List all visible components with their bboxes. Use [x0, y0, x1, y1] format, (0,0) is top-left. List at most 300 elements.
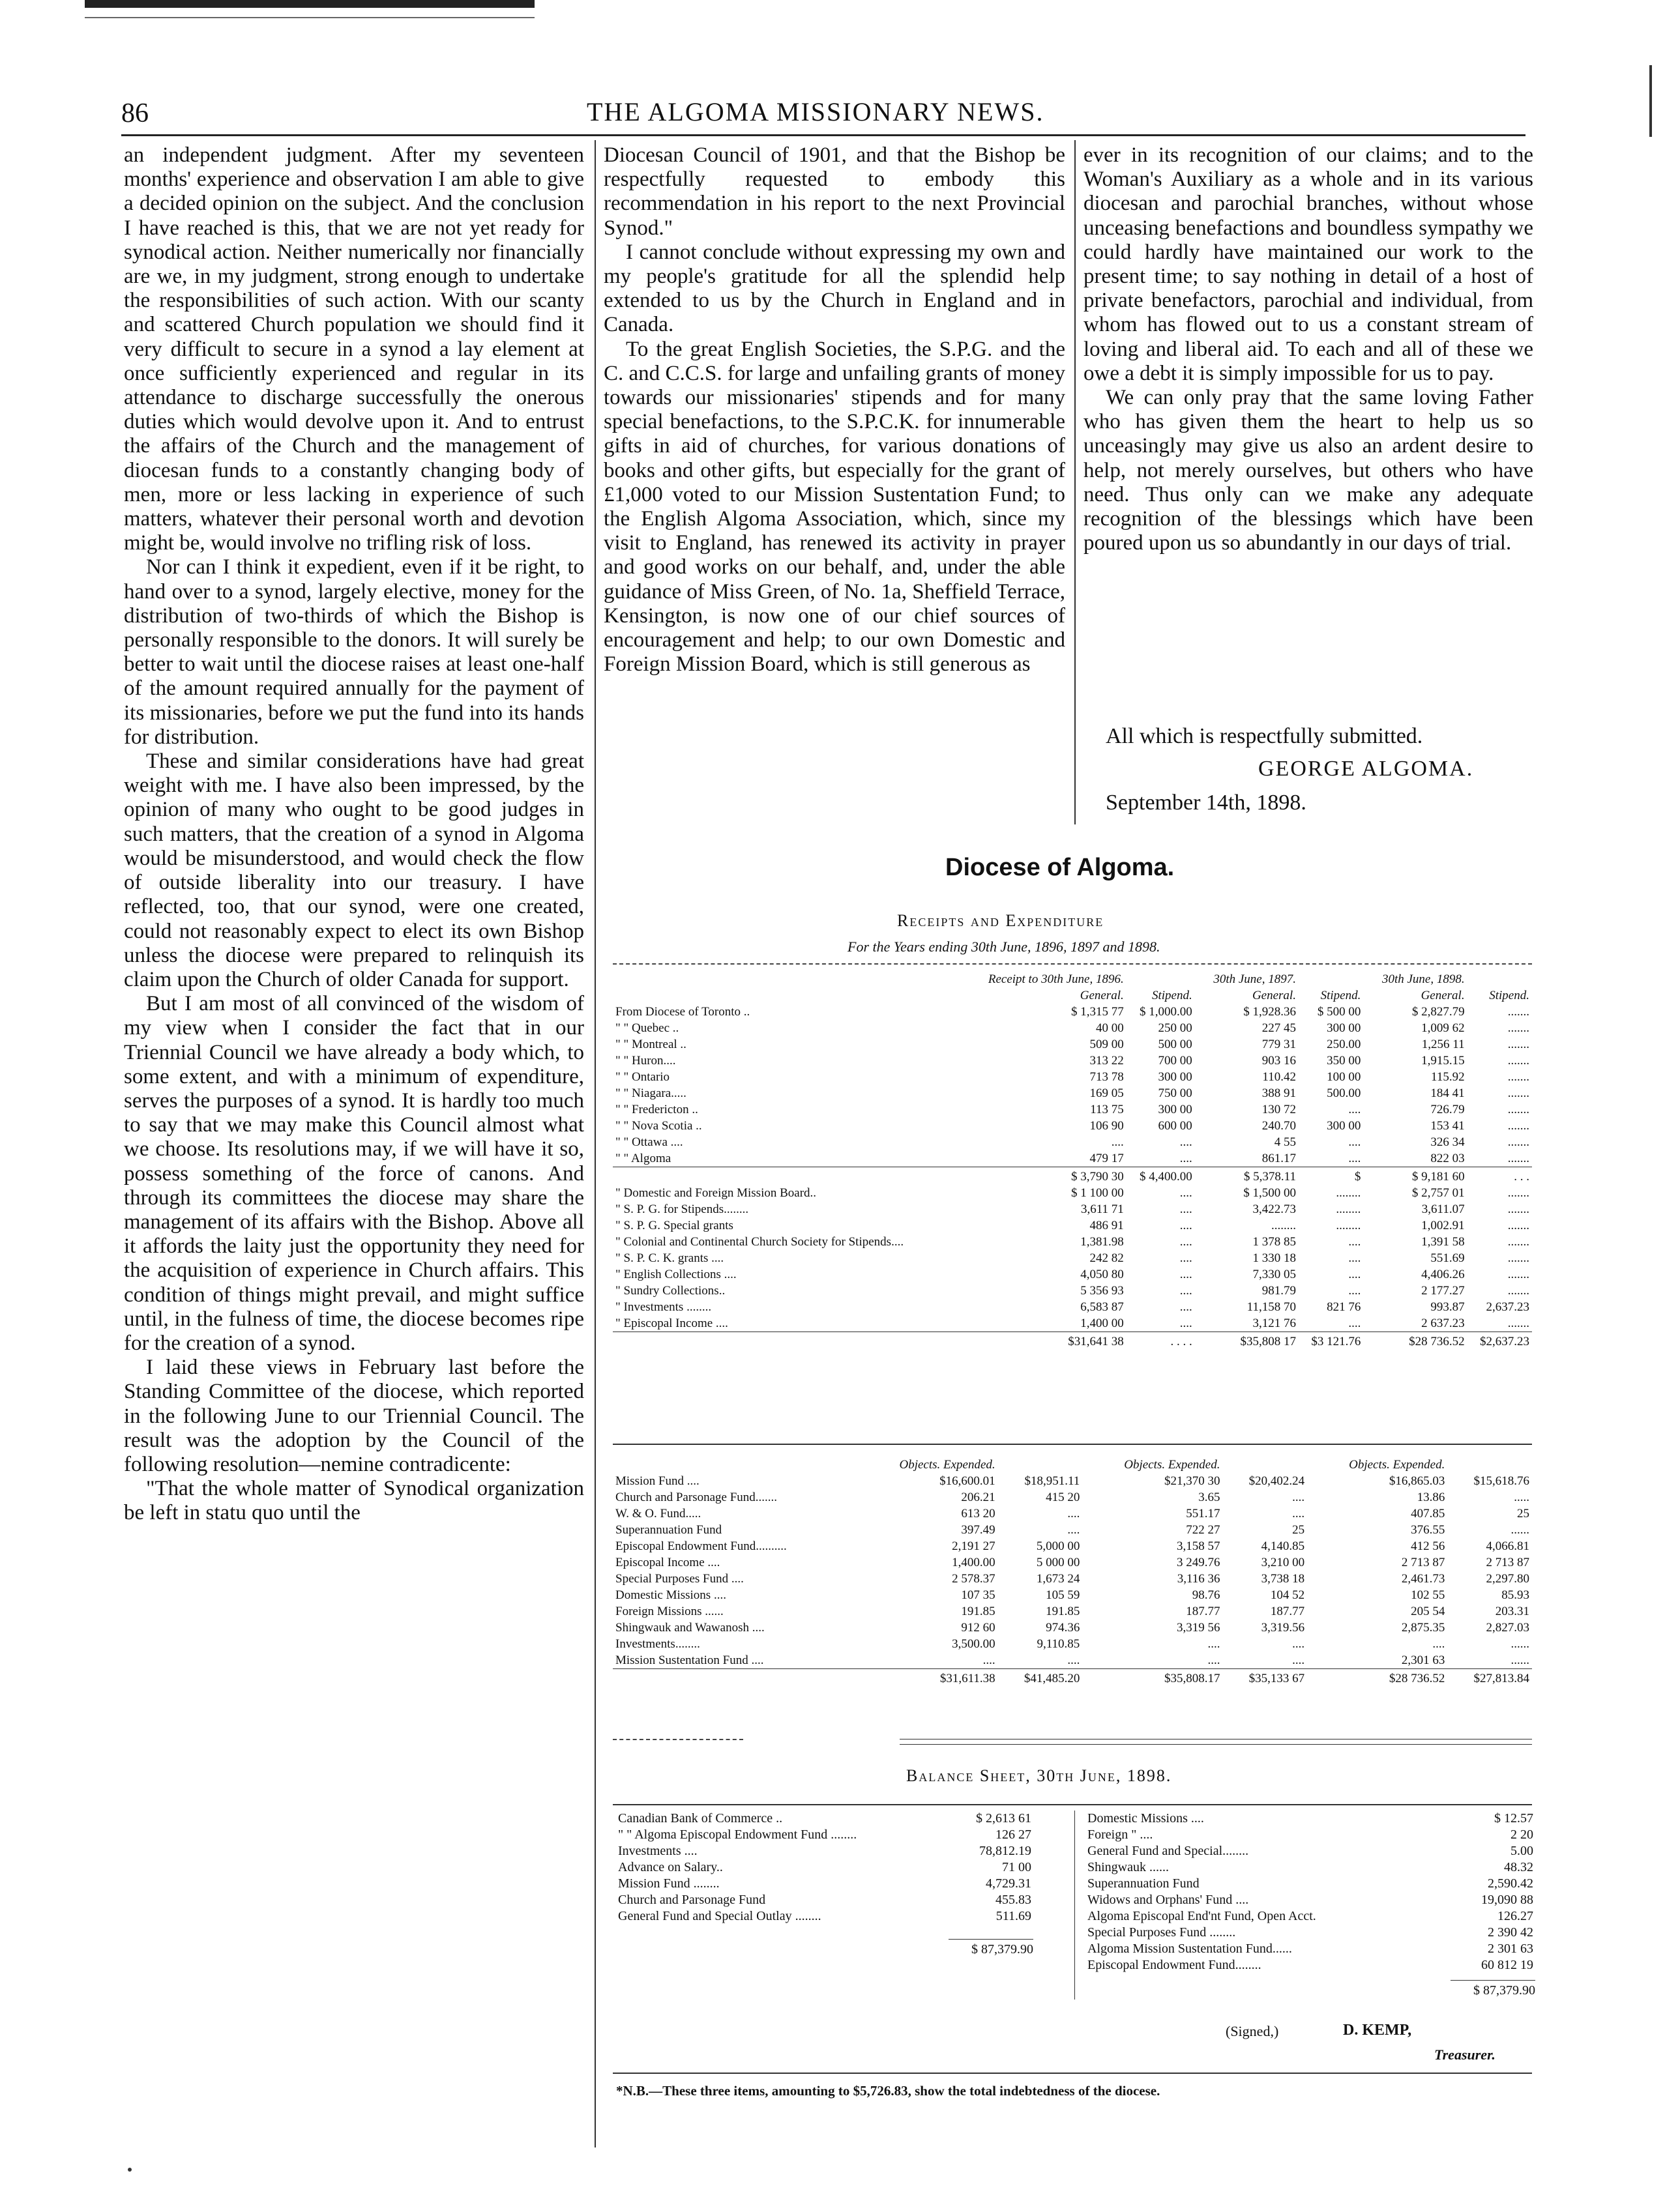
- receipts-subheader-row: [613, 987, 1532, 1004]
- table-cell: .......: [1507, 1317, 1529, 1330]
- header-rule: [121, 134, 1525, 136]
- paragraph: Nor can I think it expedient, even if it be right, to hand over to a synod, largely elective, money for the distribution of two-thirds of which the Bishop is personally responsible to the donors. It will surely be better to wait until the diocese raises at least one-half of the amount required annually for the payment of its missionaries, before we put the fund into its hands for distribution.: [124, 555, 584, 749]
- row-label: Domestic Missions ....: [1087, 1811, 1204, 1826]
- column-header: [998, 1457, 1083, 1473]
- margin-mark: [1649, 65, 1652, 137]
- row-label: Algoma Mission Sustentation Fund......: [1087, 1942, 1292, 1956]
- table-cell: 486 91: [1089, 1219, 1124, 1232]
- table-cell: .......: [1507, 1070, 1529, 1084]
- table-cell: $35,808.17: [1082, 1669, 1222, 1687]
- table-cell: ........: [1336, 1202, 1361, 1216]
- paragraph: I laid these views in February last before the Standing Committee of the diocese, which reported in the following June to our Triennial Council. The result was the adoption by the Council of the following resolution—nemine contradicente:: [124, 1356, 584, 1476]
- table-cell: 4,729.31: [986, 1876, 1031, 1891]
- table-cell: 821 76: [1327, 1300, 1361, 1314]
- row-label: " " Ottawa ....: [615, 1135, 683, 1149]
- table-cell: 2,590.42: [1488, 1876, 1533, 1891]
- table-cell: ........: [1336, 1186, 1361, 1200]
- table-row: [1085, 1859, 1535, 1876]
- row-label: Investments ....: [618, 1844, 698, 1858]
- row-label: " S. P. C. K. grants ....: [615, 1251, 724, 1265]
- table-cell: 2 713 87: [1401, 1556, 1445, 1569]
- table-row: [613, 1473, 1532, 1489]
- table-cell: ........: [1336, 1219, 1361, 1232]
- table-row: [613, 1250, 1532, 1266]
- table-cell: 105 59: [1046, 1588, 1080, 1602]
- table-row: [613, 1234, 1532, 1250]
- column-header: [613, 971, 960, 987]
- table-cell: $ 500 00: [1317, 1005, 1361, 1019]
- running-title: THE ALGOMA MISSIONARY NEWS.: [587, 97, 1044, 126]
- table-cell: 4,140.85: [1261, 1539, 1305, 1553]
- table-cell: .......: [1507, 1086, 1529, 1100]
- table-cell: 187.77: [1270, 1605, 1305, 1618]
- table-cell: 169 05: [1089, 1086, 1124, 1100]
- table-cell: 912 60: [961, 1621, 995, 1635]
- table-cell: $16,865.03: [1389, 1474, 1445, 1488]
- table-cell: 5,000 00: [1036, 1539, 1080, 1553]
- row-label: Investments........: [615, 1637, 700, 1651]
- column-divider-right: [1074, 140, 1076, 824]
- table-cell: ....: [1348, 1251, 1361, 1265]
- table-cell: .......: [1507, 1152, 1529, 1165]
- table-cell: $ 2,827.79: [1411, 1005, 1465, 1019]
- table-cell: 113 75: [1090, 1103, 1124, 1116]
- row-label: [613, 1167, 960, 1186]
- table-cell: 500.00: [1327, 1086, 1361, 1100]
- table-cell: ....: [1292, 1637, 1305, 1651]
- expenditure-table: [613, 1457, 1532, 1687]
- column-header: [1299, 971, 1363, 987]
- row-label: Shingwauk and Wawanosh ....: [615, 1621, 765, 1635]
- table-cell: 2,461.73: [1401, 1572, 1445, 1586]
- table-cell: 153 41: [1430, 1119, 1465, 1133]
- table-cell: 242 82: [1089, 1251, 1124, 1265]
- table-cell: 126 27: [995, 1827, 1031, 1842]
- table-cell: 300 00: [1327, 1021, 1361, 1035]
- table-cell: 5 356 93: [1080, 1284, 1124, 1298]
- table-cell: 4,066.81: [1486, 1539, 1529, 1553]
- footnote: *N.B.—These three items, amounting to $5,726.83, show the total indebtedness of the diocese.: [616, 2083, 1160, 2099]
- table-cell: 326 34: [1430, 1135, 1465, 1149]
- balance-divider: [1074, 1811, 1075, 2000]
- table-row: [613, 1538, 1532, 1554]
- table-cell: 1 378 85: [1252, 1235, 1296, 1249]
- table-cell: 1,381.98: [1080, 1235, 1124, 1249]
- row-label: Mission Fund ....: [615, 1474, 700, 1488]
- row-label: Foreign Missions ......: [615, 1605, 724, 1618]
- column-header: General.: [1252, 989, 1296, 1002]
- table-cell: $ 1,315 77: [1070, 1005, 1124, 1019]
- table-cell: 551.69: [1430, 1251, 1465, 1265]
- table-cell: $28 736.52: [1307, 1669, 1447, 1687]
- table-cell: $ 2,757 01: [1411, 1186, 1465, 1200]
- row-label: Algoma Episcopal End'nt Fund, Open Acct.: [1087, 1909, 1316, 1923]
- row-label: Special Purposes Fund ....: [615, 1572, 744, 1586]
- table-cell: 203.31: [1495, 1605, 1529, 1618]
- column-header: [1467, 971, 1532, 987]
- table-cell: 19,090 88: [1481, 1893, 1533, 1907]
- table-row: [1085, 1957, 1535, 1973]
- column-header: 30th June, 1898.: [1381, 972, 1465, 986]
- row-label: Advance on Salary..: [618, 1860, 723, 1874]
- table-row: [613, 1299, 1532, 1315]
- table-cell: ....: [982, 1653, 995, 1667]
- table-cell: 126.27: [1497, 1909, 1533, 1923]
- table-row: [613, 1134, 1532, 1150]
- table-cell: $15,618.76: [1473, 1474, 1529, 1488]
- row-label: Domestic Missions ....: [615, 1588, 726, 1602]
- table-cell: 1,256 11: [1421, 1038, 1465, 1051]
- table-cell: 3,210 00: [1261, 1556, 1305, 1569]
- table-cell: 350 00: [1327, 1054, 1361, 1068]
- table-cell: $ 1,928.36: [1243, 1005, 1296, 1019]
- table-cell: $18,951.11: [1024, 1474, 1080, 1488]
- table-row: [1085, 1908, 1535, 1925]
- row-label: " S. P. G. Special grants: [615, 1219, 733, 1232]
- table-cell: 40 00: [1095, 1021, 1124, 1035]
- table-cell: $2,637.23: [1467, 1332, 1532, 1350]
- row-label: " Domestic and Foreign Mission Board..: [615, 1186, 817, 1200]
- row-label: " " Montreal ..: [615, 1038, 686, 1051]
- column-header: 30th June, 1897.: [1213, 972, 1296, 986]
- table-cell: .......: [1507, 1135, 1529, 1149]
- table-cell: ....: [1179, 1284, 1192, 1298]
- table-cell: 102 55: [1411, 1588, 1445, 1602]
- table-cell: ......: [1510, 1523, 1529, 1537]
- table-cell: 511.69: [995, 1909, 1031, 1923]
- table-cell: 110.42: [1262, 1070, 1296, 1084]
- table-cell: 240.70: [1261, 1119, 1296, 1133]
- paragraph: "That the whole matter of Synodical organization be left in statu quo until the: [124, 1477, 584, 1525]
- table-cell: 3,422.73: [1252, 1202, 1296, 1216]
- table-row: [616, 1876, 1033, 1892]
- table-cell: 479 17: [1089, 1152, 1124, 1165]
- row-label: [613, 1669, 857, 1687]
- table-cell: 25: [1517, 1507, 1529, 1521]
- section-rule: [613, 1444, 1532, 1445]
- row-label: " Sundry Collections..: [615, 1284, 726, 1298]
- table-cell: ....: [1348, 1152, 1361, 1165]
- table-cell: 500 00: [1158, 1038, 1192, 1051]
- expenditure-section: [613, 1457, 1532, 1687]
- table-cell: ....: [1292, 1507, 1305, 1521]
- table-cell: 455.83: [995, 1893, 1031, 1907]
- table-cell: 722 27: [1186, 1523, 1220, 1537]
- row-label: " Colonial and Continental Church Society for Stipends....: [615, 1235, 904, 1249]
- table-cell: $21,370 30: [1164, 1474, 1220, 1488]
- table-cell: 2 301 63: [1488, 1942, 1533, 1956]
- table-cell: 3.65: [1198, 1491, 1220, 1504]
- row-label: Episcopal Endowment Fund..........: [615, 1539, 787, 1553]
- balance-sheet-title: Balance Sheet, 30th June, 1898.: [906, 1766, 1172, 1785]
- table-cell: 1,002.91: [1421, 1219, 1465, 1232]
- table-cell: $31,611.38: [857, 1669, 997, 1687]
- column-2: [604, 143, 1065, 677]
- table-row: [1085, 1941, 1535, 1957]
- row-label: Foreign " ....: [1087, 1827, 1153, 1842]
- report-subtitle: Receipts and Expenditure: [897, 911, 1104, 930]
- table-cell: .......: [1507, 1005, 1529, 1019]
- column-header: Objects. Expended.: [899, 1458, 995, 1472]
- table-cell: 48.32: [1504, 1860, 1533, 1874]
- table-cell: 2 390 42: [1488, 1925, 1533, 1940]
- table-cell: 713 78: [1089, 1070, 1124, 1084]
- table-cell: 509 00: [1089, 1038, 1124, 1051]
- table-cell: ....: [1207, 1653, 1220, 1667]
- table-row: [613, 1522, 1532, 1538]
- total-row: [613, 1332, 1532, 1350]
- receipts-section: [613, 971, 1532, 1350]
- paragraph: Diocesan Council of 1901, and that the Bishop be respectfully requested to embody this recommendation in his report to the next Provincial Synod.": [604, 143, 1065, 240]
- table-row: [1085, 1876, 1535, 1892]
- row-label: " Investments ........: [615, 1300, 712, 1314]
- table-cell: 613 20: [961, 1507, 995, 1521]
- table-cell: 300 00: [1158, 1070, 1192, 1084]
- table-row: [613, 1004, 1532, 1020]
- table-row: [613, 1069, 1532, 1085]
- table-cell: 3,611.07: [1421, 1202, 1465, 1216]
- table-cell: 313 22: [1089, 1054, 1124, 1068]
- table-cell: ....: [1179, 1300, 1192, 1314]
- table-cell: 1,009 62: [1421, 1021, 1465, 1035]
- table-cell: 98.76: [1192, 1588, 1220, 1602]
- table-cell: .......: [1507, 1268, 1529, 1281]
- table-cell: 2,827.03: [1486, 1621, 1529, 1635]
- table-cell: 205 54: [1411, 1605, 1445, 1618]
- table-cell: $3 121.76: [1299, 1332, 1363, 1350]
- table-row: [1085, 1892, 1535, 1908]
- table-row: [613, 1587, 1532, 1603]
- row-label: " " Algoma: [615, 1152, 671, 1165]
- table-cell: $ 9,181 60: [1363, 1167, 1467, 1186]
- table-row: [1085, 1811, 1535, 1827]
- table-cell: 407.85: [1411, 1507, 1445, 1521]
- table-cell: ......: [1510, 1653, 1529, 1667]
- table-cell: 3,500.00: [952, 1637, 995, 1651]
- table-cell: 1,391 58: [1421, 1235, 1465, 1249]
- table-row: [613, 1217, 1532, 1234]
- table-cell: 1 330 18: [1252, 1251, 1296, 1265]
- table-cell: ....: [1179, 1268, 1192, 1281]
- table-cell: 85.93: [1501, 1588, 1529, 1602]
- table-cell: $35,808 17: [1195, 1332, 1299, 1350]
- column-1: [124, 143, 584, 1526]
- table-cell: .......: [1507, 1251, 1529, 1265]
- table-cell: 415 20: [1046, 1491, 1080, 1504]
- table-cell: $ 1 100 00: [1070, 1186, 1124, 1200]
- table-cell: 11,158 70: [1246, 1300, 1296, 1314]
- table-cell: . . .: [1467, 1167, 1532, 1186]
- signed-title: Treasurer.: [1434, 2046, 1496, 2063]
- table-row: [613, 1053, 1532, 1069]
- date-line: September 14th, 1898.: [1106, 791, 1306, 815]
- row-label: Superannuation Fund: [1087, 1876, 1200, 1891]
- table-cell: 1,673 24: [1036, 1572, 1080, 1586]
- table-row: [613, 1020, 1532, 1036]
- table-row: [613, 1118, 1532, 1134]
- column-header: Stipend.: [1489, 989, 1529, 1002]
- table-cell: .......: [1507, 1119, 1529, 1133]
- table-cell: 700 00: [1158, 1054, 1192, 1068]
- row-label: " " Quebec ..: [615, 1021, 679, 1035]
- table-cell: 974.36: [1046, 1621, 1080, 1635]
- dashed-rule: [613, 1739, 743, 1740]
- table-row: [613, 1620, 1532, 1636]
- table-row: [1085, 1843, 1535, 1859]
- row-label: " " Niagara.....: [615, 1086, 686, 1100]
- table-row: [613, 1101, 1532, 1118]
- row-label: Church and Parsonage Fund: [618, 1893, 766, 1907]
- row-label: [613, 1332, 960, 1350]
- table-row: [613, 1150, 1532, 1167]
- paragraph: These and similar considerations have had great weight with me. I have also been impressed, by the opinion of many who ought to be good judges in such matters, that the creation of a synod in Algoma would be misunderstood, and would check the flow of outside liberality into our treasury. I have reflected, too, that our synod, were one created, could not reasonably expect to elect its own Bishop unless the diocese were prepared to relinquish its claim upon the Church of older Canada for support.: [124, 749, 584, 991]
- table-cell: 106 90: [1089, 1119, 1124, 1133]
- receipts-table: [613, 971, 1532, 1350]
- table-cell: 13.86: [1417, 1491, 1445, 1504]
- paragraph: an independent judgment. After my seventeen months' experience and observation I am able to give a decided opinion on the subject. And the conclusion I have reached is this, that we are not yet ready for synodical action. Neither numerically nor financially are we, in my judgment, strong enough to undertake the responsibilities of such action. With our scanty and scattered Church population we should find it very difficult to secure in a synod a lay element at once sufficiently experienced and regular in its attendance to discharge successfully the onerous duties which would devolve upon it. And to entrust the affairs of the Church and the management of diocesan funds to a constantly changing body of men, more or less lacking in experience of such matters, whatever their personal worth and devotion might be, would involve no trifling risk of loss.: [124, 143, 584, 555]
- table-row: [616, 1859, 1033, 1876]
- footer-rule: [613, 2073, 1532, 2074]
- table-cell: 191.85: [1046, 1605, 1080, 1618]
- table-cell: ....: [1179, 1186, 1192, 1200]
- table-cell: 191.85: [961, 1605, 995, 1618]
- column-divider-left: [595, 140, 596, 2147]
- balance-left: [616, 1811, 1033, 1958]
- table-cell: 981.79: [1261, 1284, 1296, 1298]
- table-cell: 5.00: [1510, 1844, 1533, 1858]
- table-cell: 2 20: [1510, 1827, 1533, 1842]
- table-cell: 397.49: [961, 1523, 995, 1537]
- top-border-bar: [85, 0, 535, 8]
- column-header: Receipt to 30th June, 1896.: [988, 972, 1124, 986]
- table-row: [1085, 1827, 1535, 1843]
- table-cell: $ 1,000.00: [1139, 1005, 1192, 1019]
- table-cell: $ 12.57: [1494, 1811, 1533, 1826]
- column-header: Stipend.: [1151, 989, 1192, 1002]
- table-cell: 206.21: [961, 1491, 995, 1504]
- table-cell: 4,406.26: [1421, 1268, 1465, 1281]
- paragraph: We can only pray that the same loving Father who has given them the heart to help us so unceasingly may give us also an ardent desire to help, not merely ourselves, but others who have need. Thus only can we make any adequate recognition of the blessings which have been poured upon us so abundantly in our days of trial.: [1083, 386, 1533, 555]
- subtotal-row: [613, 1167, 1532, 1186]
- row-label: Episcopal Income ....: [615, 1556, 720, 1569]
- table-cell: $28 736.52: [1363, 1332, 1467, 1350]
- table-cell: ....: [1179, 1251, 1192, 1265]
- row-label: " " Huron....: [615, 1054, 676, 1068]
- table-row: [616, 1811, 1033, 1827]
- table-cell: $41,485.20: [998, 1669, 1083, 1687]
- table-cell: 25: [1292, 1523, 1305, 1537]
- table-row: [613, 1036, 1532, 1053]
- table-cell: 903 16: [1261, 1054, 1296, 1068]
- table-cell: 187.77: [1186, 1605, 1220, 1618]
- table-cell: 227 45: [1261, 1021, 1296, 1035]
- column-header: [1127, 971, 1195, 987]
- table-cell: 6,583 87: [1080, 1300, 1124, 1314]
- column-header: Objects. Expended.: [1349, 1458, 1445, 1472]
- table-cell: 250 00: [1158, 1021, 1192, 1035]
- table-cell: 376.55: [1411, 1523, 1445, 1537]
- table-cell: ....: [1179, 1219, 1192, 1232]
- table-cell: ....: [1067, 1507, 1080, 1521]
- table-cell: . . . .: [1127, 1332, 1195, 1350]
- table-cell: 993.87: [1430, 1300, 1465, 1314]
- table-cell: 3,319 56: [1177, 1621, 1220, 1635]
- table-cell: 3 249.76: [1177, 1556, 1220, 1569]
- table-cell: 600 00: [1158, 1119, 1192, 1133]
- row-label: Widows and Orphans' Fund ....: [1087, 1893, 1249, 1907]
- report-title: Diocese of Algoma.: [945, 854, 1175, 881]
- table-cell: ....: [1111, 1135, 1124, 1149]
- table-cell: 2 713 87: [1486, 1556, 1529, 1569]
- table-cell: ....: [1179, 1135, 1192, 1149]
- table-cell: 779 31: [1261, 1038, 1296, 1051]
- table-cell: ....: [1432, 1637, 1445, 1651]
- table-cell: 2,875.35: [1401, 1621, 1445, 1635]
- expenditure-header-row: [613, 1457, 1532, 1473]
- table-cell: 5 000 00: [1036, 1556, 1080, 1569]
- table-cell: ......: [1510, 1637, 1529, 1651]
- table-cell: .......: [1507, 1186, 1529, 1200]
- section-rule: [613, 1804, 1532, 1805]
- table-cell: 822 03: [1430, 1152, 1465, 1165]
- table-cell: .......: [1507, 1202, 1529, 1216]
- table-cell: 100 00: [1327, 1070, 1361, 1084]
- signed-label: (Signed,): [1226, 2023, 1279, 2039]
- table-cell: 130 72: [1261, 1103, 1296, 1116]
- table-cell: 412 56: [1411, 1539, 1445, 1553]
- row-label: Superannuation Fund: [615, 1523, 722, 1537]
- table-row: [613, 1489, 1532, 1506]
- table-cell: $16,600.01: [939, 1474, 995, 1488]
- table-cell: 750 00: [1158, 1086, 1192, 1100]
- table-cell: 60 812 19: [1481, 1958, 1533, 1972]
- table-cell: $ 4,400.00: [1127, 1167, 1195, 1186]
- table-cell: 726.79: [1430, 1103, 1465, 1116]
- table-row: [1085, 1925, 1535, 1941]
- table-row: [613, 1315, 1532, 1332]
- table-cell: 2,637.23: [1486, 1300, 1529, 1314]
- table-row: [613, 1554, 1532, 1571]
- table-cell: ....: [1348, 1317, 1361, 1330]
- row-label: Episcopal Endowment Fund........: [1087, 1958, 1261, 1972]
- table-cell: 250.00: [1327, 1038, 1361, 1051]
- paragraph: ever in its recognition of our claims; and to the Woman's Auxiliary as a whole and in its various diocesan and parochial branches, without whose unceasing benefactions and boundless sympathy we could hardly have maintained our work to the present time; to say nothing in detail of a host of private benefactors, parochial and individual, from whom has flowed out to us a constant stream of loving and liberal aid. To each and all of these we owe a debt it is simply impossible for us to pay.: [1083, 143, 1533, 385]
- table-cell: 1,400 00: [1080, 1317, 1124, 1330]
- row-label: From Diocese of Toronto ..: [615, 1005, 750, 1019]
- balance-assets-table: [616, 1811, 1033, 1925]
- table-cell: $ 2,613 61: [976, 1811, 1031, 1826]
- table-cell: ....: [1179, 1235, 1192, 1249]
- row-label: " S. P. G. for Stipends........: [615, 1202, 749, 1216]
- signed-name: D. KEMP,: [1343, 2022, 1412, 2039]
- row-label: Mission Sustentation Fund ....: [615, 1653, 764, 1667]
- table-cell: .......: [1507, 1284, 1529, 1298]
- dashed-rule: [613, 963, 1532, 965]
- row-label: " " Ontario: [615, 1070, 670, 1084]
- table-cell: 3,738 18: [1261, 1572, 1305, 1586]
- table-cell: 300 00: [1327, 1119, 1361, 1133]
- table-cell: 115.92: [1431, 1070, 1465, 1084]
- row-label: " Episcopal Income ....: [615, 1317, 728, 1330]
- row-label: Special Purposes Fund ........: [1087, 1925, 1236, 1940]
- table-cell: $ 5,378.11: [1195, 1167, 1299, 1186]
- column-header: Stipend.: [1320, 989, 1361, 1002]
- column-header: Objects. Expended.: [1124, 1458, 1220, 1472]
- table-cell: ....: [1348, 1235, 1361, 1249]
- table-cell: $: [1299, 1167, 1363, 1186]
- balance-liabilities-table: [1085, 1811, 1535, 1973]
- table-cell: ....: [1179, 1152, 1192, 1165]
